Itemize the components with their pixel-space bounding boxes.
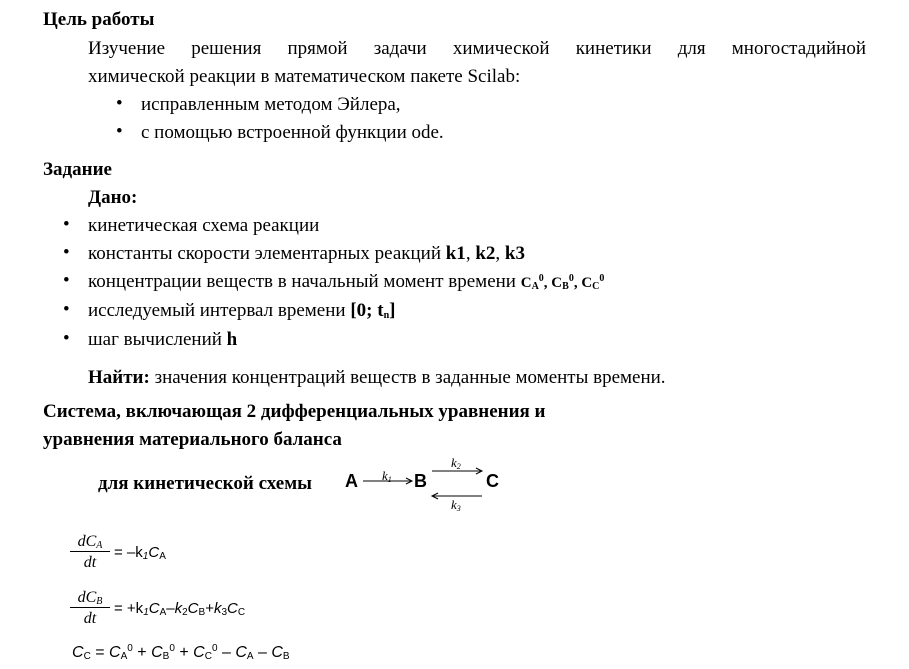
find-label: Найти: (88, 367, 150, 388)
given-item-step (88, 330, 237, 349)
eq2-numerator: $dC_B$ (70, 590, 110, 608)
goal-line-1: Изучение решения прямой задачи химической кинетики для многостадийной (88, 38, 866, 59)
interval-sub: n (383, 310, 390, 321)
species-b: B (414, 471, 427, 491)
cc0-c: C (581, 275, 593, 291)
cc0-sup: 0 (599, 273, 605, 284)
find-line (88, 368, 666, 387)
given-item-scheme-text: кинетическая схема реакции (88, 215, 320, 236)
goal-line-2: химической реакции в математическом пакете Scilab: (88, 66, 521, 87)
eq1-denominator: dt (83, 554, 97, 571)
given-label: Дано: (88, 187, 138, 208)
cc0-sub: C (592, 281, 600, 292)
goal-heading: Цель работы (43, 9, 155, 30)
k1-label: k1 (445, 243, 466, 264)
reaction-arrows (360, 455, 490, 515)
system-line-1: Система, включающая 2 дифференциальных уравнения и (43, 401, 546, 422)
k2-label: k2 (475, 243, 496, 264)
k3-label: k3 (504, 243, 525, 264)
given-item-constants: • константы скорости элементарных реакций k1, k2, k3 (88, 244, 525, 263)
rate-k1: $k_1$ (382, 468, 392, 484)
constants-text: константы скорости элементарных реакций (88, 243, 441, 264)
step-value: h (226, 329, 238, 350)
step-text: шаг вычислений (88, 329, 222, 350)
eq1-fraction (70, 534, 110, 571)
task-heading: Задание (43, 159, 112, 180)
eq1-numerator: $dC_A$ (70, 534, 110, 552)
rate-k3: $k_3$ (451, 497, 461, 513)
find-text: значения концентраций веществ в заданные моменты времени. (154, 367, 666, 388)
system-line-2: уравнения материального баланса (43, 429, 342, 450)
rate-k2: $k_2$ (451, 455, 461, 471)
ca0-sub: A (531, 281, 539, 292)
interval-value: [0; t (350, 300, 384, 321)
species-a: A (345, 471, 358, 491)
given-item-interval (88, 301, 395, 321)
conc-text: концентрации веществ в начальный момент времени (88, 271, 516, 292)
goal-bullet-1: • исправленным методом Эйлера, (141, 95, 401, 114)
cb0-sub: B (562, 281, 569, 292)
cb0-sup: 0 (568, 273, 574, 284)
eq2-rhs: = $+k_1C_A-k_2C_B+k_3C_C$ (114, 600, 246, 618)
eq2-fraction (70, 590, 110, 627)
ca0-sup: 0 (538, 273, 544, 284)
species-c: C (486, 471, 499, 491)
eq2-denominator: dt (83, 610, 97, 627)
interval-text: исследуемый интервал времени (88, 300, 346, 321)
eq1-rhs: = $-k_1C_A$ (114, 544, 166, 562)
scheme-label: для кинетической схемы (98, 473, 312, 494)
interval-close: ] (389, 300, 396, 321)
cb0-c: C (551, 275, 563, 291)
ca0-c: C (520, 275, 532, 291)
given-item-concentrations: • концентрации веществ в начальный момент времени $C_A^0$, $C_B^0$, $C_C^0$ (88, 272, 604, 292)
eq3-balance: $C_C = C_A^0 + C_B^0 + C_C^0 - C_A - C_B$ (72, 643, 290, 662)
given-item-scheme (88, 216, 319, 235)
goal-bullet-2: • с помощью встроенной функции ode. (141, 123, 444, 142)
